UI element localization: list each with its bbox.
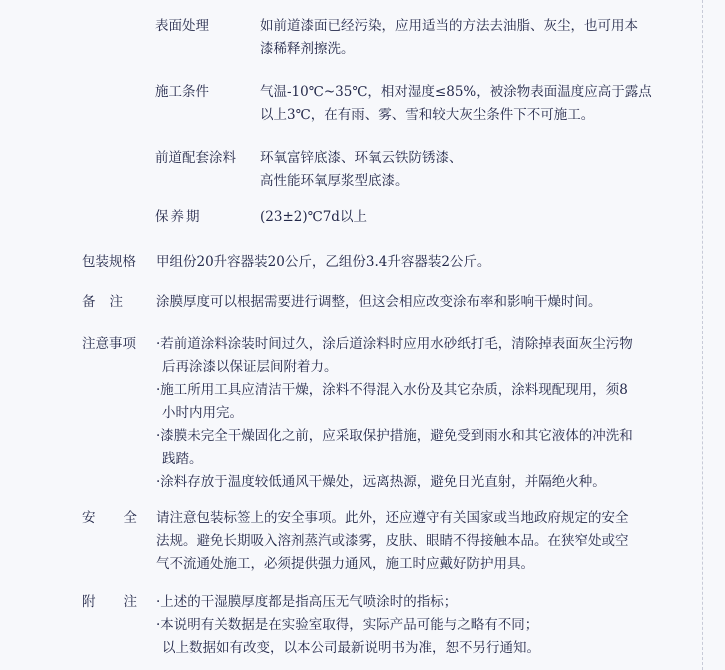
section-label: 包装规格 xyxy=(82,254,136,270)
item-text-line: (23±2)℃7d以上 xyxy=(260,209,367,225)
section-text-line: 涂膜厚度可以根据需要进行调整，但这会相应改变涂布率和影响干燥时间。 xyxy=(156,294,602,310)
item-label: 施工条件 xyxy=(155,84,209,100)
item-label: 表面处理 xyxy=(155,18,209,34)
section-text-line: 践踏。 xyxy=(162,451,203,467)
item-label: 前道配套涂料 xyxy=(155,150,236,166)
section-safety xyxy=(82,507,682,576)
section-remarks xyxy=(82,291,682,314)
section-label: 附注 xyxy=(82,594,165,610)
section-packaging xyxy=(82,251,682,274)
section-text-line: 以上数据如有改变，以本公司最新说明书为准，恕不另行通知。 xyxy=(162,640,540,656)
section-text-line: 气不流通处施工，必须提供强力通风，施工时应戴好防护用具。 xyxy=(156,556,534,572)
item-curing-period xyxy=(155,206,675,229)
item-text-line: 环氧富锌底漆、环氧云铁防锈漆、 xyxy=(260,150,463,166)
section-text-line: 后再涂漆以保证层间附着力。 xyxy=(162,359,338,375)
section-text-line: 请注意包装标签上的安全事项。此外，还应遵守有关国家或当地政府规定的安全 xyxy=(156,510,629,526)
section-text-line: ·本说明有关数据是在实验室取得，实际产品可能与之略有不同； xyxy=(156,617,539,633)
section-precautions xyxy=(82,333,682,494)
item-text-line: 气温-10℃~35℃，相对湿度≤85%，被涂物表面温度应高于露点 xyxy=(260,84,652,100)
section-text-line: ·施工所用工具应清洁干燥，涂料不得混入水份及其它杂质，涂料现配现用，须8 xyxy=(156,382,628,398)
section-label: 安全 xyxy=(82,510,165,526)
item-text-line: 如前道漆面已经污染，应用适当的方法去油脂、灰尘，也可用本 xyxy=(260,18,638,34)
section-text-line: 法规。避免长期吸入溶剂蒸汽或漆雾，皮肤、眼睛不得接触本品。在狭窄处或空 xyxy=(156,533,629,549)
section-label: 注意事项 xyxy=(82,336,136,352)
section-text-line: ·涂料存放于温度较低通风干燥处，远离热源，避免日光直射，并隔绝火种。 xyxy=(156,474,606,490)
item-previous-coating xyxy=(155,147,675,193)
section-notes xyxy=(82,591,682,660)
item-label: 保养期 xyxy=(155,209,202,225)
section-text-line: ·漆膜未完全干燥固化之前，应采取保护措施，避免受到雨水和其它液体的冲洗和 xyxy=(156,428,633,444)
page-edge-divider xyxy=(702,0,703,670)
item-text-line: 漆稀释剂擦洗。 xyxy=(260,41,355,57)
item-text-line: 高性能环氧厚浆型底漆。 xyxy=(260,173,409,189)
item-surface-treatment xyxy=(155,15,675,61)
section-text-line: ·若前道涂料涂装时间过久，涂后道涂料时应用水砂纸打毛，清除掉表面灰尘污物 xyxy=(156,336,633,352)
item-text-line: 以上3℃，在有雨、雾、雪和较大灰尘条件下不可施工。 xyxy=(260,107,595,123)
section-text-line: ·上述的干湿膜厚度都是指高压无气喷涂时的指标； xyxy=(156,594,458,610)
item-application-conditions xyxy=(155,81,675,127)
section-text-line: 小时内用完。 xyxy=(162,405,243,421)
section-text-line: 甲组份20升容器装20公斤，乙组份3.4升容器装2公斤。 xyxy=(156,254,491,270)
section-label: 备注 xyxy=(82,294,137,310)
